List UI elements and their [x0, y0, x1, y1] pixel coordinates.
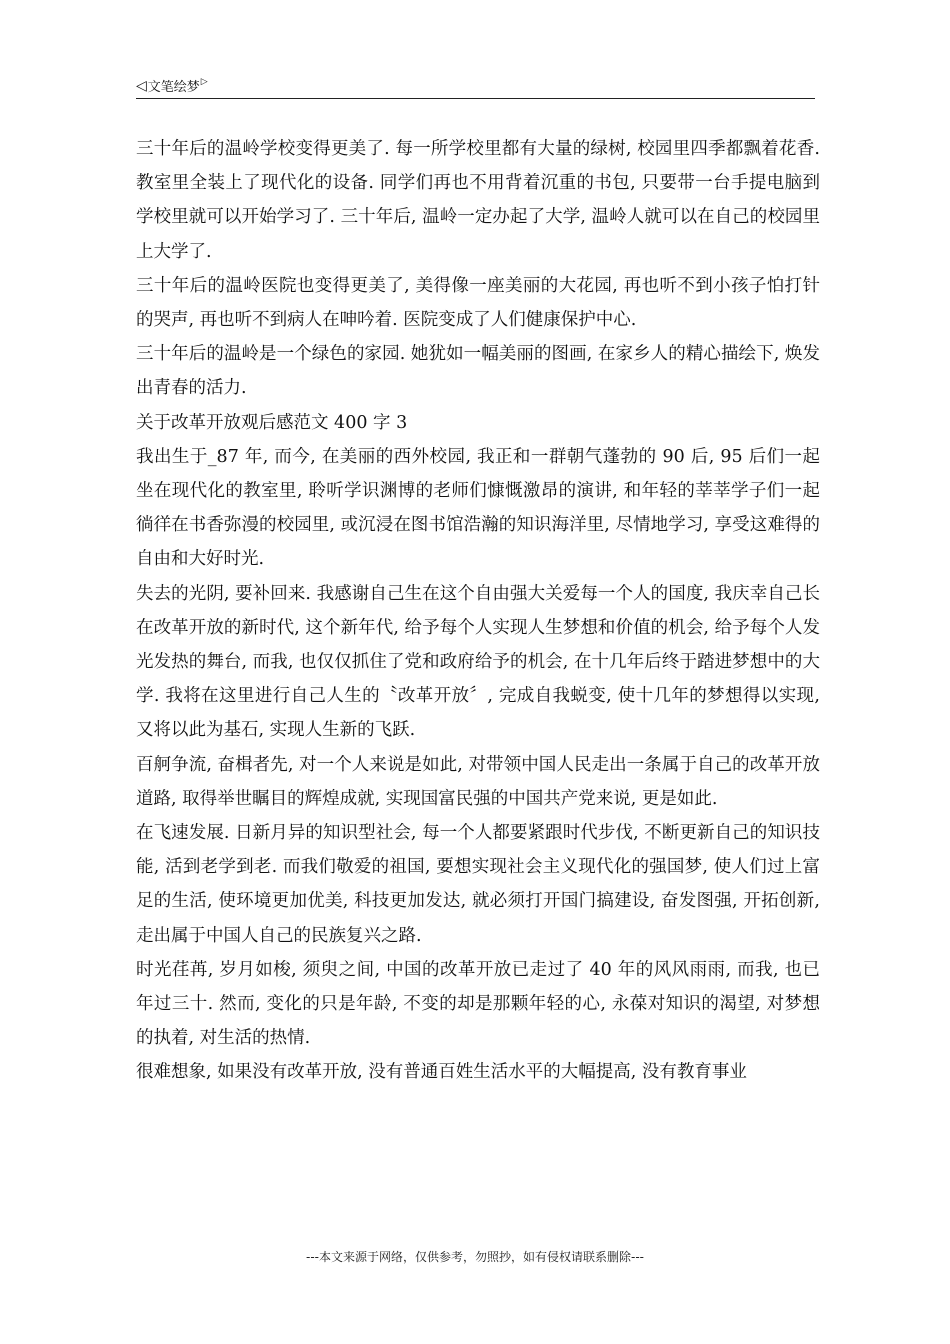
document-body	[136, 132, 820, 1090]
header-title: 文笔绘梦	[147, 80, 200, 95]
paragraph: 很难想象, 如果没有改革开放, 没有普通百姓生活水平的大幅提高, 没有教育事业	[136, 1062, 747, 1083]
paragraph: 失去的光阴, 要补回来. 我感谢自己生在这个自由强大关爱每一个人的国度, 我庆幸自己长在改革开放的新时代, 这个新年代, 给予每个人实现人生梦想和价值的机会, 给予每个人发光发热的舞台, 而我, 也仅仅抓住了党和政府给予的机会, 在十几年后终于踏进梦想中的大学. 我将在这里进行自己人生的〝改革开放〞, 完成自我蜕变, 使十几年的梦想得以实现, 又将以此为基石, 实现人生新的飞跃.	[136, 583, 820, 741]
paragraph: 在飞速发展. 日新月异的知识型社会, 每一个人都要紧跟时代步伐, 不断更新自己的知识技能, 活到老学到老. 而我们敬爱的祖国, 要想实现社会主义现代化的强国梦, 使人们过上富足的生活, 使环境更加优美, 科技更加发达, 就必须打开国门搞建设, 奋发图强, 开拓创新, 走出属于中国人自己的民族复兴之路.	[136, 823, 820, 946]
paragraph: 百舸争流, 奋楫者先, 对一个人来说是如此, 对带领中国人民走出一条属于自己的改革开放道路, 取得举世瞩目的辉煌成就, 实现国富民强的中国共产党来说, 更是如此.	[136, 754, 820, 809]
paragraph: 我出生于_87 年, 而今, 在美丽的西外校园, 我正和一群朝气蓬勃的 90 后, 95 后们一起坐在现代化的教室里, 聆听学识渊博的老师们慷慨激昂的演讲, 和年轻的莘莘学子们一起徜徉在书香弥漫的校园里, 或沉浸在图书馆浩瀚的知识海洋里, 尽情地学习, 享受这难得的自由和大好时光.	[136, 446, 820, 570]
paragraph: 三十年后的温岭学校变得更美了. 每一所学校里都有大量的绿树, 校园里四季都飘着花香. 教室里全装上了现代化的设备. 同学们再也不用背着沉重的书包, 只要带一台手提电脑到学校里就可以开始学习了. 三十年后, 温岭一定办起了大学, 温岭人就可以在自己的校园里上大学了.	[136, 139, 820, 262]
paragraph: 三十年后的温岭是一个绿色的家园. 她犹如一幅美丽的图画, 在家乡人的精心描绘下, 焕发出青春的活力.	[136, 344, 820, 399]
triangle-left-icon: ◁	[136, 77, 147, 94]
paragraph: 三十年后的温岭医院也变得更美了, 美得像一座美丽的大花园, 再也听不到小孩子怕打针的哭声, 再也听不到病人在呻吟着. 医院变成了人们健康保护中心.	[136, 275, 820, 331]
paragraph: 时光荏苒, 岁月如梭, 须臾之间, 中国的改革开放已走过了 40 年的风风雨雨, 而我, 也已年过三十. 然而, 变化的只是年龄, 不变的却是那颗年轻的心, 永葆对知识的渴望, 对梦想的执着, 对生活的热情.	[136, 959, 820, 1049]
section-heading: 关于改革开放观后感范文 400 字 3	[136, 412, 408, 433]
footer-notice: ---本文来源于网络，仅供参考，勿照抄，如有侵权请联系删除---	[306, 1250, 644, 1264]
triangle-right-icon: ▷	[200, 77, 208, 87]
page-header	[136, 73, 815, 99]
